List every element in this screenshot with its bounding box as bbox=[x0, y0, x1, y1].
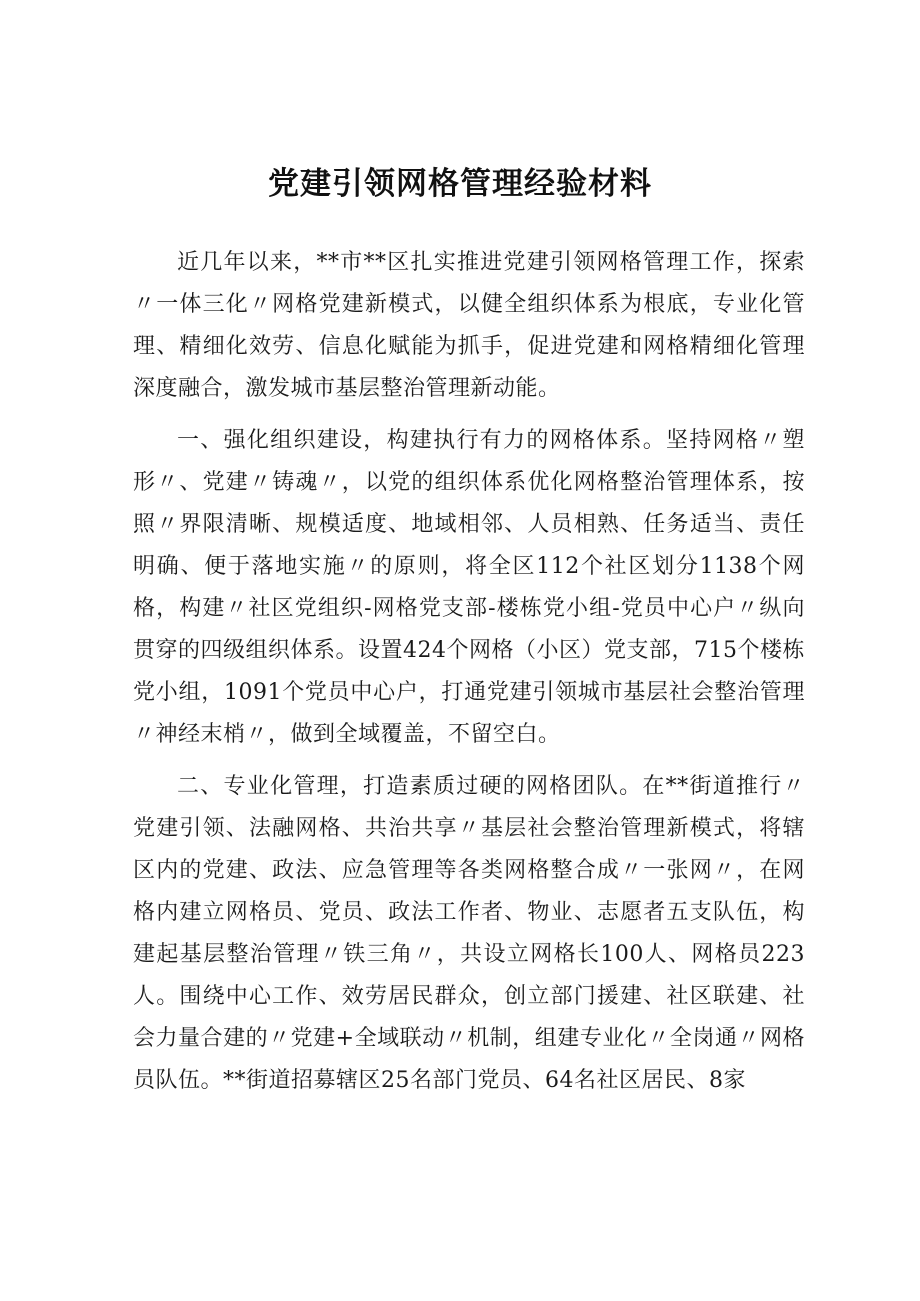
paragraph-section-two: 二、专业化管理，打造素质过硬的网格团队。在**街道推行〃党建引领、法融网格、共治共享〃基层社会整治管理新模式，将辖区内的党建、政法、应急管理等各类网格整合成〃一张网〃，在网格内建立网格员、党员、政法工作者、物业、志愿者五支队伍，构建起基层整治管理〃铁三角〃，共设立网格长100人、网格员223人。围绕中心工作、效劳居民群众，创立部门援建、社区联建、社会力量合建的〃党建+全域联动〃机制，组建专业化〃全岗通〃网格员队伍。**街道招募辖区25名部门党员、64名社区居民、8家 bbox=[133, 774, 805, 1093]
document-title: 党建引领网格管理经验材料 bbox=[268, 166, 652, 202]
paragraph-intro: 近几年以来，**市**区扎实推进党建引领网格管理工作，探索〃一体三化〃网格党建新模式，以健全组织体系为根底，专业化管理、精细化效劳、信息化赋能为抓手，促进党建和网格精细化管理深度融合，激发城市基层整治管理新动能。 bbox=[133, 250, 805, 401]
paragraph-section-one: 一、强化组织建设，构建执行有力的网格体系。坚持网格〃塑形〃、党建〃铸魂〃，以党的组织体系优化网格整治管理体系，按照〃界限清晰、规模适度、地域相邻、人员相熟、任务适当、责任明确、便于落地实施〃的原则，将全区112个社区划分1138个网格，构建〃社区党组织-网格党支部-楼栋党小组-党员中心户〃纵向贯穿的四级组织体系。设置424个网格（小区）党支部，715个楼栋党小组，1091个党员中心户，打通党建引领城市基层社会整治管理〃神经末梢〃，做到全域覆盖，不留空白。 bbox=[133, 428, 805, 747]
document-body bbox=[133, 242, 805, 1112]
